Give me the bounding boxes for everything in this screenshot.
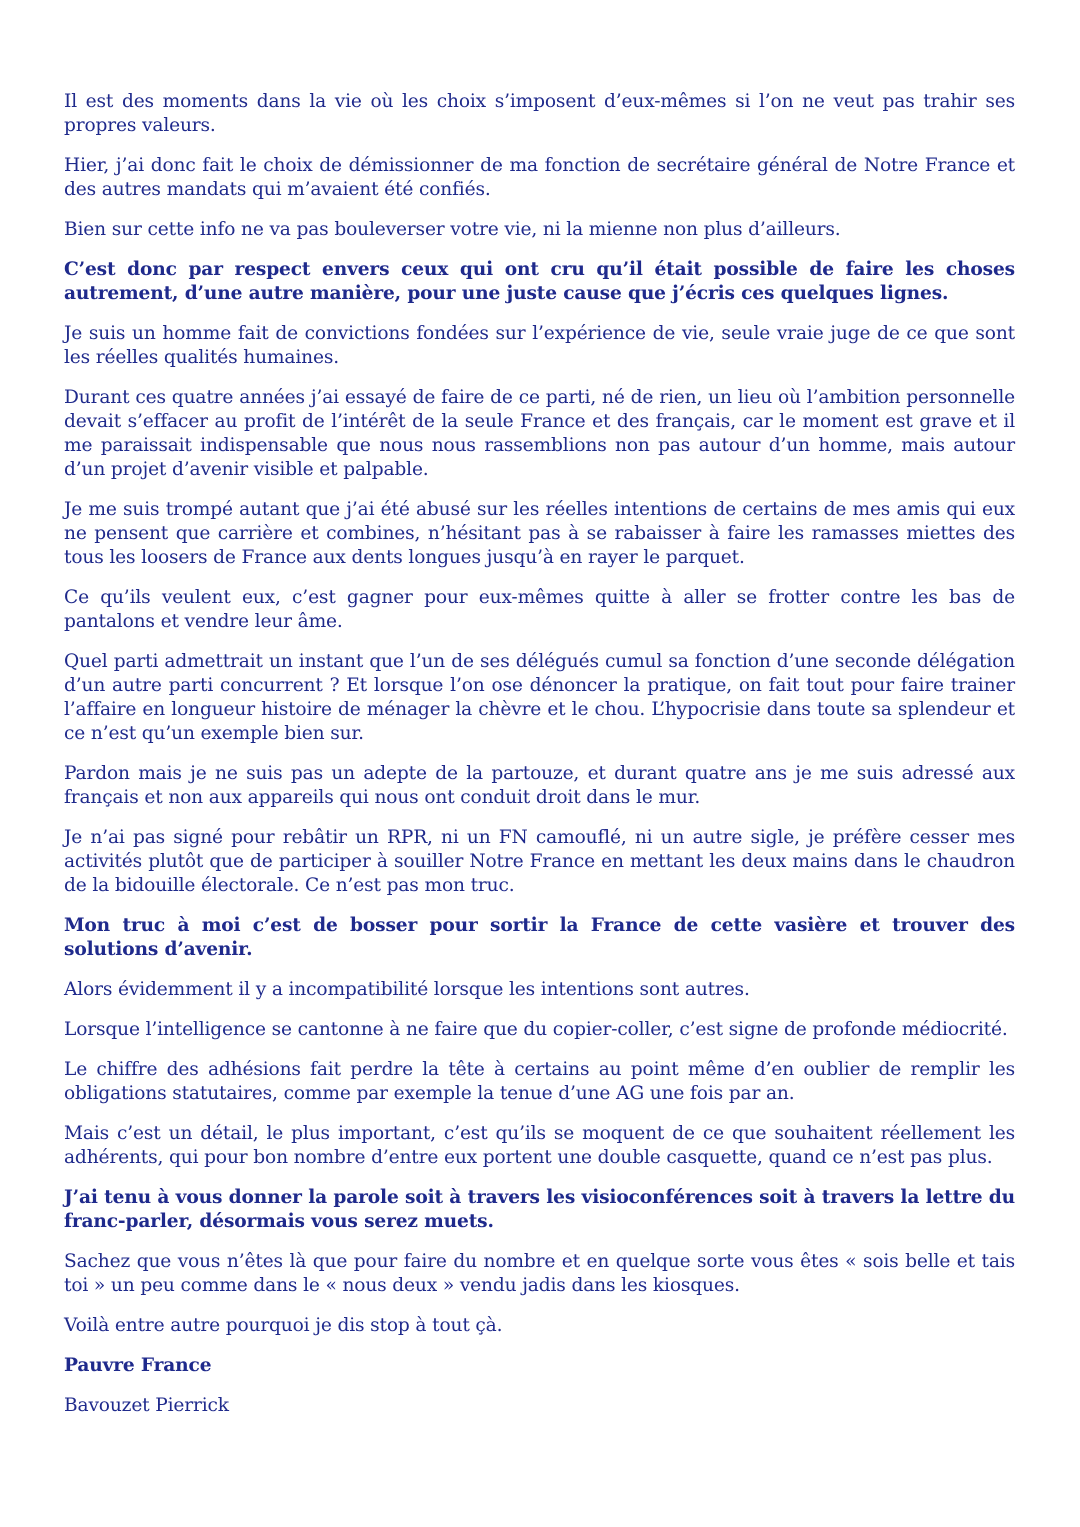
paragraph-15: Le chiffre des adhésions fait perdre la tête à certains au point même d’en oublier de remplir les obligations statutaires, comme par exemple la tenue d’une AG une fois par an. <box>64 1059 1015 1104</box>
paragraph-2: Hier, j’ai donc fait le choix de démissionner de ma fonction de secrétaire général de Notre France et des autres mandats qui m’avaient été confiés. <box>64 155 1015 200</box>
paragraph-17: J’ai tenu à vous donner la parole soit à travers les visioconférences soit à travers la lettre du franc-parler, désormais vous serez muets. <box>64 1187 1015 1232</box>
paragraph-11: Je n’ai pas signé pour rebâtir un RPR, ni un FN camouflé, ni un autre sigle, je préfère cesser mes activités plutôt que de participer à souiller Notre France en mettant les deux mains dans le chaudron de la bidouille électorale. Ce n’est pas mon truc. <box>64 827 1015 896</box>
paragraph-19: Voilà entre autre pourquoi je dis stop à tout çà. <box>64 1315 503 1336</box>
letter-body <box>64 90 1015 1434</box>
paragraph-3: Bien sur cette info ne va pas bouleverser votre vie, ni la mienne non plus d’ailleurs. <box>64 219 841 240</box>
paragraph-16: Mais c’est un détail, le plus important, c’est qu’ils se moquent de ce que souhaitent réellement les adhérents, qui pour bon nombre d’entre eux portent une double casquette, quand ce n’est pas plus. <box>64 1123 1015 1168</box>
paragraph-12: Mon truc à moi c’est de bosser pour sortir la France de cette vasière et trouver des solutions d’avenir. <box>64 915 1015 960</box>
closing-line: Pauvre France <box>64 1355 212 1376</box>
paragraph-9: Quel parti admettrait un instant que l’un de ses délégués cumul sa fonction d’une seconde délégation d’un autre parti concurrent ? Et lorsque l’on ose dénoncer la pratique, on fait tout pour faire trainer l’affaire en longueur histoire de ménager la chèvre et le chou. L’hypocrisie dans toute sa splendeur et ce n’est qu’un exemple bien sur. <box>64 651 1015 744</box>
paragraph-10: Pardon mais je ne suis pas un adepte de la partouze, et durant quatre ans je me suis adressé aux français et non aux appareils qui nous ont conduit droit dans le mur. <box>64 763 1015 808</box>
paragraph-18: Sachez que vous n’êtes là que pour faire du nombre et en quelque sorte vous êtes « sois belle et tais toi » un peu comme dans le « nous deux » vendu jadis dans les kiosques. <box>64 1251 1015 1296</box>
paragraph-5: Je suis un homme fait de convictions fondées sur l’expérience de vie, seule vraie juge de ce que sont les réelles qualités humaines. <box>64 323 1015 368</box>
paragraph-1: Il est des moments dans la vie où les choix s’imposent d’eux-mêmes si l’on ne veut pas trahir ses propres valeurs. <box>64 91 1015 136</box>
paragraph-14: Lorsque l’intelligence se cantonne à ne faire que du copier-coller, c’est signe de profonde médiocrité. <box>64 1019 1008 1040</box>
paragraph-6: Durant ces quatre années j’ai essayé de faire de ce parti, né de rien, un lieu où l’ambition personnelle devait s’effacer au profit de l’intérêt de la seule France et des français, car le moment est grave et il me paraissait indispensable que nous nous rassemblions non pas autour d’un homme, mais autour d’un projet d’avenir visible et palpable. <box>64 387 1015 480</box>
paragraph-8: Ce qu’ils veulent eux, c’est gagner pour eux-mêmes quitte à aller se frotter contre les bas de pantalons et vendre leur âme. <box>64 587 1015 632</box>
signature: Bavouzet Pierrick <box>64 1395 229 1416</box>
paragraph-4: C’est donc par respect envers ceux qui ont cru qu’il était possible de faire les choses autrement, d’une autre manière, pour une juste cause que j’écris ces quelques lignes. <box>64 259 1015 304</box>
paragraph-7: Je me suis trompé autant que j’ai été abusé sur les réelles intentions de certains de mes amis qui eux ne pensent que carrière et combines, n’hésitant pas à se rabaisser à faire les ramasses miettes des tous les loosers de France aux dents longues jusqu’à en rayer le parquet. <box>64 499 1015 568</box>
paragraph-13: Alors évidemment il y a incompatibilité lorsque les intentions sont autres. <box>64 979 750 1000</box>
